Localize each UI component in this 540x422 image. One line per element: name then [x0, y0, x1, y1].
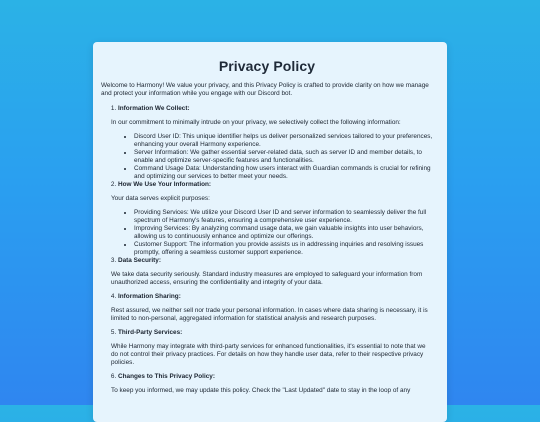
intro-paragraph: Welcome to Harmony! We value your privacy, and this Privacy Policy is crafted to provide clarity on how we manage and protect your information while you engage with our Discord bot.: [101, 82, 429, 97]
bullet-item: • Customer Support: The information you provide assists us in addressing inquiries and resolving issues promptly, offering a seamless customer support experience.: [134, 241, 433, 257]
bullet-item: • Providing Services: We utilize your Discord User ID and server information to seamlessly deliver the full spectrum of Harmony's features, ensuring a comprehensive user experience.: [134, 209, 433, 225]
section-bullet-list: [118, 133, 433, 181]
section-text: Rest assured, we neither sell nor trade your personal information. In cases where data sharing is necessary, it is limited to non-personal, aggregated information for statistical analysis and research purposes.: [111, 307, 428, 322]
section-text: Your data serves explicit purposes:: [111, 195, 210, 202]
policy-section: [111, 105, 433, 181]
section-heading: 1. Information We Collect:: [118, 105, 190, 112]
section-text: To keep you informed, we may update this policy. Check the "Last Updated" date to stay in the loop of any: [111, 387, 411, 394]
policy-section: [111, 257, 433, 287]
bullet-item: • Server Information: We gather essential server-related data, such as server ID and member details, to enable and optimize server-specific features and functionalities.: [134, 149, 433, 165]
section-heading: 2. How We Use Your Information:: [118, 181, 212, 188]
section-bullet-list: [118, 209, 433, 257]
section-heading: 4. Information Sharing:: [118, 293, 181, 300]
section-text: While Harmony may integrate with third-party services for enhanced functionalities, it's essential to note that we do not control their privacy practices. For details on how they handle user data, refer to their respective privacy policies.: [111, 343, 426, 366]
policy-section: [111, 373, 433, 395]
section-heading: 6. Changes to This Privacy Policy:: [118, 373, 215, 380]
policy-section: [111, 293, 433, 323]
bullet-item: • Discord User ID: This unique identifier helps us deliver personalized services tailored to your preferences, enhancing your overall Harmony experience.: [134, 133, 433, 149]
section-text: In our commitment to minimally intrude on your privacy, we selectively collect the following information:: [111, 119, 401, 126]
section-text: We take data security seriously. Standard industry measures are employed to safeguard your information from unauthorized access, ensuring the confidentiality and integrity of your data.: [111, 271, 423, 286]
policy-sections-list: [101, 105, 433, 395]
privacy-policy-card: [93, 42, 447, 422]
section-heading: 3. Data Security:: [118, 257, 161, 264]
policy-section: [111, 181, 433, 257]
section-heading: 5. Third-Party Services:: [118, 329, 183, 336]
policy-section: [111, 329, 433, 367]
page-title: Privacy Policy: [218, 58, 316, 74]
bullet-item: • Improving Services: By analyzing command usage data, we gain valuable insights into user behaviors, allowing us to continuously enhance and optimize our offerings.: [134, 225, 433, 241]
bullet-item: • Command Usage Data: Understanding how users interact with Guardian commands is crucial for refining and optimizing our services to better meet your needs.: [134, 165, 433, 181]
